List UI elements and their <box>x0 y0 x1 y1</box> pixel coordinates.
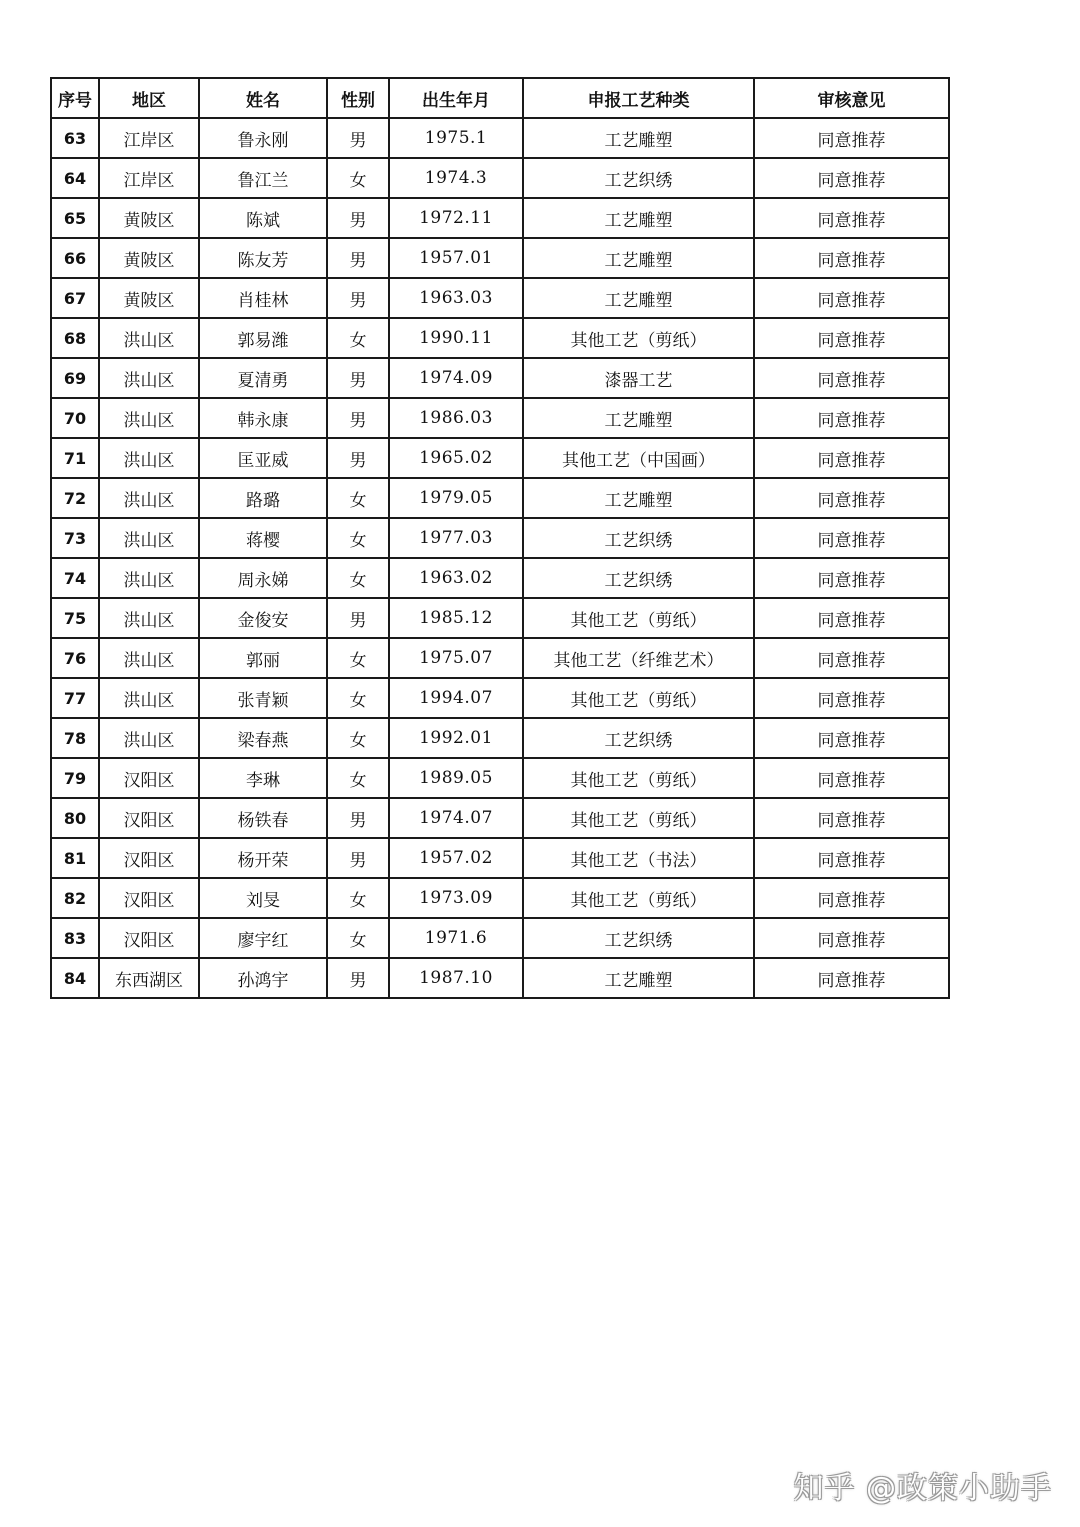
cell-name: 张青颖 <box>199 678 327 718</box>
cell-region: 黄陂区 <box>99 278 199 318</box>
cell-gender: 女 <box>327 158 389 198</box>
cell-birth: 1977.03 <box>389 518 523 558</box>
cell-birth: 1957.01 <box>389 238 523 278</box>
cell-gender: 男 <box>327 438 389 478</box>
cell-craft-type: 其他工艺（剪纸） <box>523 598 754 638</box>
table-row <box>51 438 949 478</box>
roster-table <box>50 77 950 999</box>
cell-seq: 84 <box>51 958 99 998</box>
cell-review-opinion: 同意推荐 <box>754 318 949 358</box>
cell-name: 韩永康 <box>199 398 327 438</box>
table-row <box>51 158 949 198</box>
cell-region: 洪山区 <box>99 438 199 478</box>
cell-craft-type: 工艺雕塑 <box>523 198 754 238</box>
roster-sheet <box>50 77 948 999</box>
cell-review-opinion: 同意推荐 <box>754 158 949 198</box>
cell-craft-type: 其他工艺（剪纸） <box>523 318 754 358</box>
cell-name: 鲁江兰 <box>199 158 327 198</box>
cell-gender: 女 <box>327 758 389 798</box>
cell-region: 洪山区 <box>99 518 199 558</box>
cell-review-opinion: 同意推荐 <box>754 358 949 398</box>
cell-birth: 1979.05 <box>389 478 523 518</box>
cell-region: 洪山区 <box>99 478 199 518</box>
cell-name: 蒋樱 <box>199 518 327 558</box>
cell-birth: 1992.01 <box>389 718 523 758</box>
cell-birth: 1971.6 <box>389 918 523 958</box>
cell-gender: 男 <box>327 198 389 238</box>
header-seq: 序号 <box>51 78 99 118</box>
table-row <box>51 358 949 398</box>
cell-gender: 男 <box>327 798 389 838</box>
cell-craft-type: 工艺雕塑 <box>523 238 754 278</box>
cell-region: 汉阳区 <box>99 838 199 878</box>
cell-craft-type: 工艺雕塑 <box>523 278 754 318</box>
cell-review-opinion: 同意推荐 <box>754 638 949 678</box>
cell-birth: 1974.09 <box>389 358 523 398</box>
cell-birth: 1989.05 <box>389 758 523 798</box>
cell-birth: 1975.07 <box>389 638 523 678</box>
cell-seq: 65 <box>51 198 99 238</box>
cell-craft-type: 工艺织绣 <box>523 718 754 758</box>
cell-name: 夏清勇 <box>199 358 327 398</box>
cell-gender: 女 <box>327 318 389 358</box>
cell-birth: 1987.10 <box>389 958 523 998</box>
cell-name: 肖桂林 <box>199 278 327 318</box>
cell-gender: 男 <box>327 278 389 318</box>
cell-review-opinion: 同意推荐 <box>754 918 949 958</box>
cell-seq: 63 <box>51 118 99 158</box>
cell-name: 陈斌 <box>199 198 327 238</box>
cell-region: 江岸区 <box>99 118 199 158</box>
header-review-opinion: 审核意见 <box>754 78 949 118</box>
header-name: 姓名 <box>199 78 327 118</box>
cell-region: 洪山区 <box>99 718 199 758</box>
cell-craft-type: 其他工艺（剪纸） <box>523 758 754 798</box>
cell-region: 汉阳区 <box>99 798 199 838</box>
cell-craft-type: 工艺雕塑 <box>523 398 754 438</box>
cell-seq: 70 <box>51 398 99 438</box>
cell-gender: 女 <box>327 518 389 558</box>
cell-review-opinion: 同意推荐 <box>754 198 949 238</box>
cell-name: 杨开荣 <box>199 838 327 878</box>
cell-region: 洪山区 <box>99 318 199 358</box>
header-craft-type: 申报工艺种类 <box>523 78 754 118</box>
cell-review-opinion: 同意推荐 <box>754 478 949 518</box>
cell-birth: 1994.07 <box>389 678 523 718</box>
cell-review-opinion: 同意推荐 <box>754 678 949 718</box>
cell-region: 黄陂区 <box>99 198 199 238</box>
cell-birth: 1974.3 <box>389 158 523 198</box>
cell-name: 廖宇红 <box>199 918 327 958</box>
cell-name: 李琳 <box>199 758 327 798</box>
cell-seq: 66 <box>51 238 99 278</box>
cell-seq: 77 <box>51 678 99 718</box>
cell-craft-type: 工艺雕塑 <box>523 478 754 518</box>
cell-gender: 男 <box>327 238 389 278</box>
cell-region: 洪山区 <box>99 638 199 678</box>
cell-craft-type: 工艺织绣 <box>523 558 754 598</box>
table-row <box>51 638 949 678</box>
cell-craft-type: 工艺雕塑 <box>523 958 754 998</box>
cell-seq: 72 <box>51 478 99 518</box>
cell-seq: 82 <box>51 878 99 918</box>
cell-region: 黄陂区 <box>99 238 199 278</box>
cell-gender: 女 <box>327 918 389 958</box>
cell-gender: 女 <box>327 718 389 758</box>
cell-seq: 73 <box>51 518 99 558</box>
cell-seq: 68 <box>51 318 99 358</box>
table-row <box>51 718 949 758</box>
cell-review-opinion: 同意推荐 <box>754 238 949 278</box>
cell-gender: 女 <box>327 638 389 678</box>
table-row <box>51 478 949 518</box>
cell-craft-type: 其他工艺（剪纸） <box>523 798 754 838</box>
cell-review-opinion: 同意推荐 <box>754 798 949 838</box>
cell-name: 匡亚威 <box>199 438 327 478</box>
cell-craft-type: 漆器工艺 <box>523 358 754 398</box>
table-row <box>51 318 949 358</box>
table-row <box>51 278 949 318</box>
cell-review-opinion: 同意推荐 <box>754 718 949 758</box>
cell-birth: 1957.02 <box>389 838 523 878</box>
table-row <box>51 918 949 958</box>
cell-review-opinion: 同意推荐 <box>754 758 949 798</box>
cell-craft-type: 其他工艺（纤维艺术） <box>523 638 754 678</box>
cell-gender: 女 <box>327 678 389 718</box>
cell-name: 周永娣 <box>199 558 327 598</box>
cell-birth: 1985.12 <box>389 598 523 638</box>
table-row <box>51 838 949 878</box>
cell-review-opinion: 同意推荐 <box>754 438 949 478</box>
cell-name: 梁春燕 <box>199 718 327 758</box>
cell-region: 汉阳区 <box>99 878 199 918</box>
cell-region: 汉阳区 <box>99 758 199 798</box>
cell-region: 洪山区 <box>99 398 199 438</box>
cell-seq: 75 <box>51 598 99 638</box>
cell-review-opinion: 同意推荐 <box>754 558 949 598</box>
cell-name: 金俊安 <box>199 598 327 638</box>
cell-gender: 男 <box>327 838 389 878</box>
table-row <box>51 398 949 438</box>
table-row <box>51 238 949 278</box>
cell-review-opinion: 同意推荐 <box>754 118 949 158</box>
table-row <box>51 198 949 238</box>
header-gender: 性别 <box>327 78 389 118</box>
cell-name: 鲁永刚 <box>199 118 327 158</box>
cell-craft-type: 工艺织绣 <box>523 158 754 198</box>
table-body <box>51 118 949 998</box>
cell-craft-type: 其他工艺（书法） <box>523 838 754 878</box>
cell-name: 杨铁春 <box>199 798 327 838</box>
cell-seq: 67 <box>51 278 99 318</box>
table-row <box>51 118 949 158</box>
cell-review-opinion: 同意推荐 <box>754 838 949 878</box>
cell-seq: 83 <box>51 918 99 958</box>
cell-gender: 男 <box>327 118 389 158</box>
cell-name: 孙鸿宇 <box>199 958 327 998</box>
table-row <box>51 598 949 638</box>
watermark: 知乎 @政策小助手 <box>793 1471 1052 1506</box>
cell-birth: 1990.11 <box>389 318 523 358</box>
cell-birth: 1963.02 <box>389 558 523 598</box>
cell-birth: 1963.03 <box>389 278 523 318</box>
cell-seq: 71 <box>51 438 99 478</box>
cell-seq: 74 <box>51 558 99 598</box>
cell-region: 江岸区 <box>99 158 199 198</box>
cell-seq: 79 <box>51 758 99 798</box>
cell-birth: 1974.07 <box>389 798 523 838</box>
cell-name: 郭易潍 <box>199 318 327 358</box>
cell-craft-type: 工艺雕塑 <box>523 118 754 158</box>
cell-craft-type: 工艺织绣 <box>523 518 754 558</box>
cell-seq: 78 <box>51 718 99 758</box>
cell-craft-type: 工艺织绣 <box>523 918 754 958</box>
cell-birth: 1975.1 <box>389 118 523 158</box>
cell-region: 洪山区 <box>99 558 199 598</box>
cell-birth: 1986.03 <box>389 398 523 438</box>
cell-craft-type: 其他工艺（中国画） <box>523 438 754 478</box>
cell-region: 洪山区 <box>99 358 199 398</box>
cell-review-opinion: 同意推荐 <box>754 398 949 438</box>
cell-craft-type: 其他工艺（剪纸） <box>523 878 754 918</box>
cell-seq: 76 <box>51 638 99 678</box>
cell-region: 汉阳区 <box>99 918 199 958</box>
cell-gender: 男 <box>327 958 389 998</box>
cell-region: 洪山区 <box>99 598 199 638</box>
cell-region: 东西湖区 <box>99 958 199 998</box>
table-row <box>51 878 949 918</box>
table-row <box>51 518 949 558</box>
cell-birth: 1973.09 <box>389 878 523 918</box>
cell-review-opinion: 同意推荐 <box>754 598 949 638</box>
cell-gender: 女 <box>327 558 389 598</box>
table-row <box>51 558 949 598</box>
cell-seq: 64 <box>51 158 99 198</box>
cell-region: 洪山区 <box>99 678 199 718</box>
cell-review-opinion: 同意推荐 <box>754 958 949 998</box>
cell-name: 郭丽 <box>199 638 327 678</box>
cell-review-opinion: 同意推荐 <box>754 278 949 318</box>
cell-gender: 女 <box>327 478 389 518</box>
table-row <box>51 678 949 718</box>
cell-gender: 男 <box>327 358 389 398</box>
table-row <box>51 758 949 798</box>
header-region: 地区 <box>99 78 199 118</box>
cell-name: 陈友芳 <box>199 238 327 278</box>
cell-birth: 1965.02 <box>389 438 523 478</box>
header-birth: 出生年月 <box>389 78 523 118</box>
cell-review-opinion: 同意推荐 <box>754 878 949 918</box>
cell-seq: 80 <box>51 798 99 838</box>
cell-seq: 81 <box>51 838 99 878</box>
cell-birth: 1972.11 <box>389 198 523 238</box>
cell-craft-type: 其他工艺（剪纸） <box>523 678 754 718</box>
cell-seq: 69 <box>51 358 99 398</box>
cell-review-opinion: 同意推荐 <box>754 518 949 558</box>
cell-gender: 男 <box>327 398 389 438</box>
cell-gender: 女 <box>327 878 389 918</box>
table-row <box>51 798 949 838</box>
cell-gender: 男 <box>327 598 389 638</box>
cell-name: 刘旻 <box>199 878 327 918</box>
table-header-row <box>51 78 949 118</box>
table-row <box>51 958 949 998</box>
cell-name: 路璐 <box>199 478 327 518</box>
